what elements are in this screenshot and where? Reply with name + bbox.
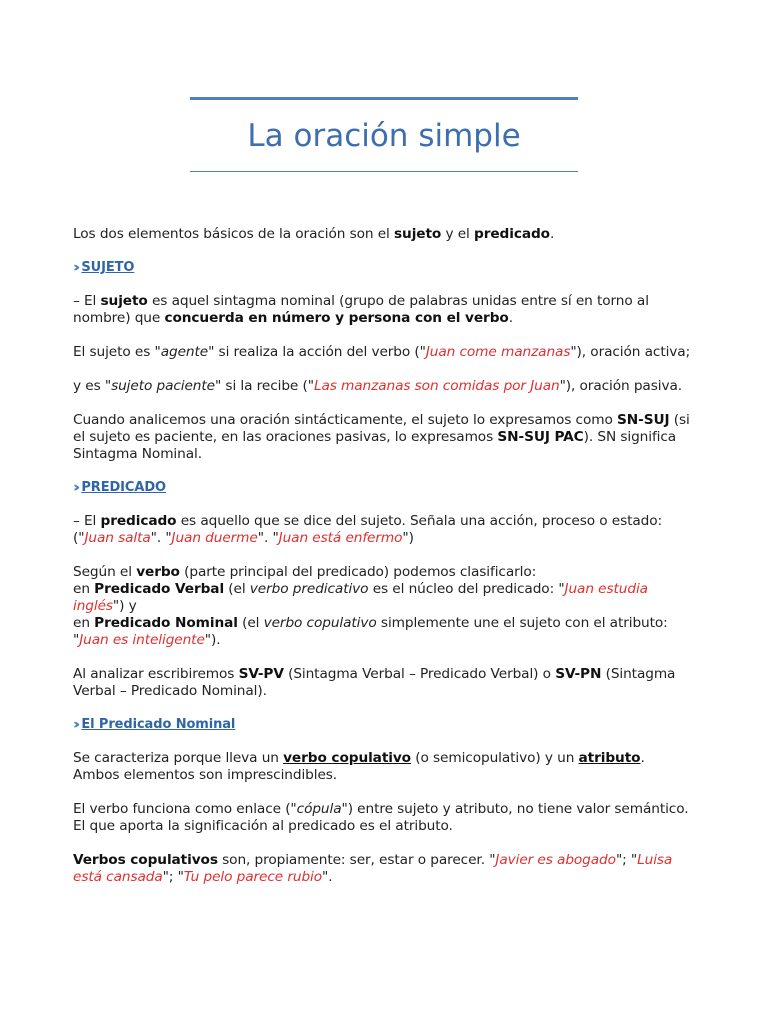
example-text: Juan come manzanas xyxy=(425,344,571,360)
example-text: Juan salta xyxy=(84,530,151,546)
sujeto-paragraph-2: El sujeto es "agente" si realiza la acción del verbo ("Juan come manzanas"), oración activa; xyxy=(73,344,691,360)
predicado-paragraph-1: – El predicado es aquello que se dice del sujeto. Señala una acción, proceso o estado: ("Juan salta". "Juan duerme". "Juan está enfermo") xyxy=(73,513,663,546)
section-heading-link[interactable]: PREDICADO xyxy=(81,480,166,495)
double-chevron-right-icon: ›› xyxy=(73,258,76,276)
predicado-paragraph-3: Al analizar escribiremos SV-PV (Sintagma Verbal – Predicado Verbal) o SV-PN (Sintagma Verbal – Predicado Nominal). xyxy=(73,666,676,699)
example-text: Juan duerme xyxy=(171,530,258,546)
example-text: Juan está enfermo xyxy=(278,530,403,546)
intro-paragraph: Los dos elementos básicos de la oración son el sujeto y el predicado. xyxy=(73,226,555,242)
double-chevron-right-icon: ›› xyxy=(73,478,76,496)
predicado-paragraph-2: Según el verbo (parte principal del predicado) podemos clasificarlo: en Predicado Verbal (el verbo predicativo es el núcleo del predicado: "Juan estudia inglés") y en Predicado Nominal (el verbo copulativo simplemente une el sujeto con el atributo: "Juan es inteligente"). xyxy=(73,564,668,648)
section-heading-link[interactable]: El Predicado Nominal xyxy=(81,717,236,732)
example-text: Las manzanas son comidas por Juan xyxy=(313,378,560,394)
section-heading-predicado-nominal[interactable] xyxy=(73,716,693,733)
example-text: Tu pelo parece rubio xyxy=(183,869,323,885)
example-text: Javier es abogado xyxy=(495,852,616,868)
document-body xyxy=(73,226,693,886)
example-text: Juan es inteligente xyxy=(79,632,205,648)
page-title: La oración simple xyxy=(247,118,521,154)
example-text: Luisa está cansada xyxy=(73,852,673,885)
title-bottom-rule xyxy=(190,171,578,172)
predicado-nominal-paragraph-3: Verbos copulativos son, propiamente: ser, estar o parecer. "Javier es abogado"; "Luisa está cansada"; "Tu pelo parece rubio". xyxy=(73,852,673,885)
section-heading-sujeto[interactable] xyxy=(73,259,693,276)
predicado-nominal-paragraph-2: El verbo funciona como enlace ("cópula") entre sujeto y atributo, no tiene valor semántico. El que aporta la significación al predicado es el atributo. xyxy=(73,801,689,834)
title-top-rule xyxy=(190,97,578,100)
sujeto-paragraph-4: Cuando analicemos una oración sintácticamente, el sujeto lo expresamos como SN-SUJ (si el sujeto es paciente, en las oraciones pasivas, lo expresamos SN-SUJ PAC). SN significa Sintagma Nominal. xyxy=(73,412,690,462)
double-chevron-right-icon: ›› xyxy=(73,715,76,733)
example-text: Juan estudia inglés xyxy=(73,581,648,614)
section-heading-link[interactable]: SUJETO xyxy=(81,260,135,275)
predicado-nominal-paragraph-1: Se caracteriza porque lleva un verbo copulativo (o semicopulativo) y un atributo. Ambos elementos son imprescindibles. xyxy=(73,750,645,783)
section-heading-predicado[interactable] xyxy=(73,479,693,496)
sujeto-paragraph-1: – El sujeto es aquel sintagma nominal (grupo de palabras unidas entre sí en torno al nombre) que concuerda en número y persona con el verbo. xyxy=(73,293,649,326)
sujeto-paragraph-3: y es "sujeto paciente" si la recibe ("Las manzanas son comidas por Juan"), oración pasiva. xyxy=(73,378,682,394)
